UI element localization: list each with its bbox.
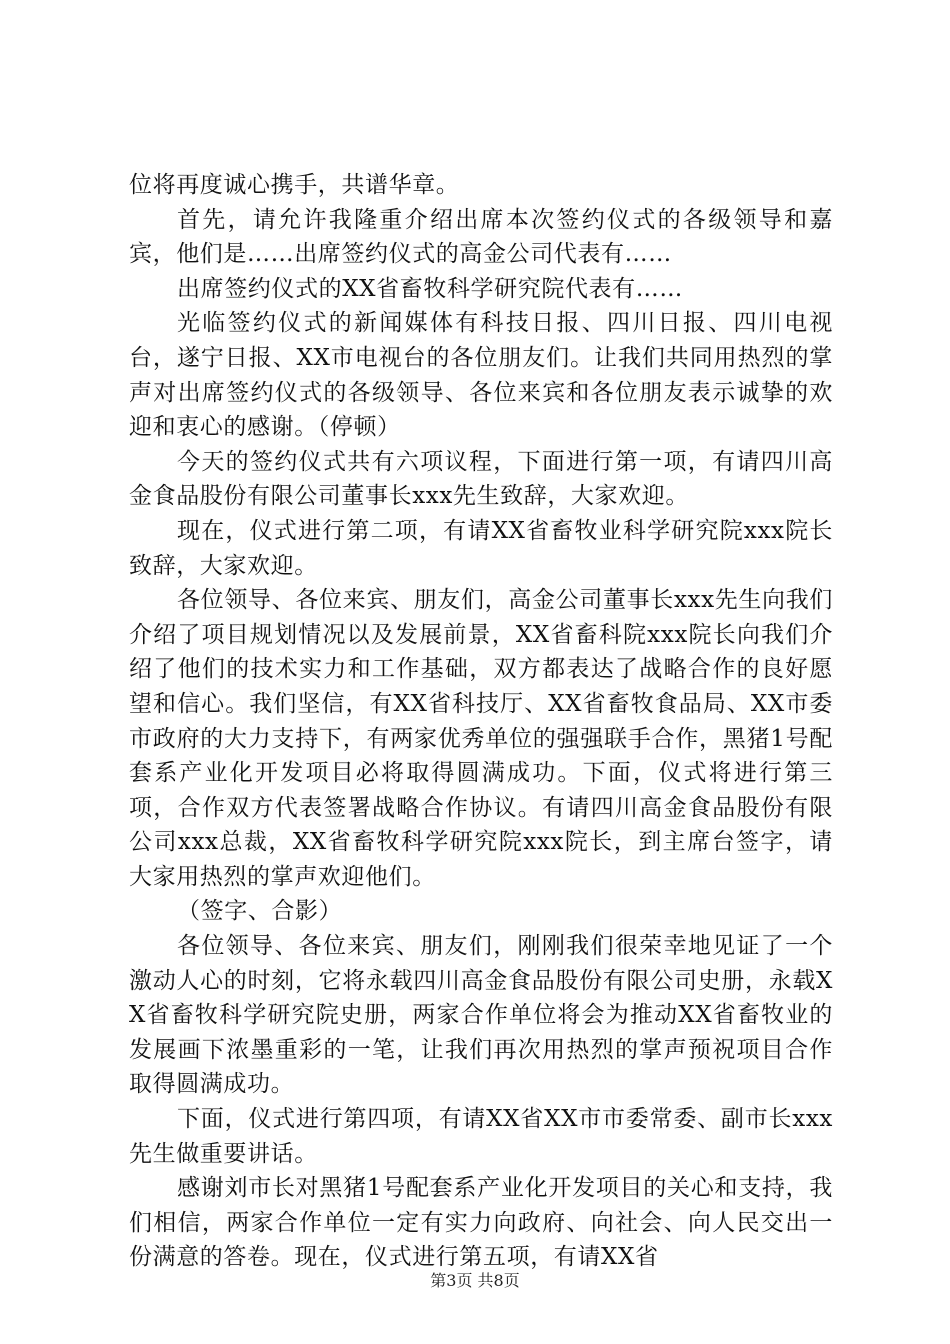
page-number-footer: 第3页 共8页: [430, 1271, 520, 1290]
paragraph-institute-representatives: 出席签约仪式的XX省畜牧科学研究院代表有……: [177, 275, 683, 302]
document-body: [129, 168, 833, 1275]
paragraph-agenda-item-2: 现在，仪式进行第二项，有请XX省畜牧业科学研究院xxx院长致辞，大家欢迎。: [129, 517, 833, 579]
paragraph-agenda-item-1: 今天的签约仪式共有六项议程，下面进行第一项，有请四川高金食品股份有限公司董事长xxx先生致辞，大家欢迎。: [129, 448, 833, 510]
paragraph-agenda-item-5: 感谢刘市长对黑猪1号配套系产业化开发项目的关心和支持，我们相信，两家合作单位一定有实力向政府、向社会、向人民交出一份满意的答卷。现在，仪式进行第五项，有请XX省: [129, 1175, 833, 1271]
paragraph-media-welcome: 光临签约仪式的新闻媒体有科技日报、四川日报、四川电视台，遂宁日报、XX市电视台的各位朋友们。让我们共同用热烈的掌声对出席签约仪式的各级领导、各位来宾和各位朋友表示诚挚的欢迎和衷心的感谢。（停顿）: [129, 310, 833, 441]
paragraph-continuation: 位将再度诚心携手，共谱华章。: [129, 172, 460, 198]
paragraph-agenda-item-3: 各位领导、各位来宾、朋友们，高金公司董事长xxx先生向我们介绍了项目规划情况以及发展前景，XX省畜科院xxx院长向我们介绍了他们的技术实力和工作基础，双方都表达了战略合作的良好愿望和信心。我们坚信，有XX省科技厅、XX省畜牧食品局、XX市委市政府的大力支持下，有两家优秀单位的强强联手合作，黑猪1号配套系产业化开发项目必将取得圆满成功。下面，仪式将进行第三项，合作双方代表签署战略合作协议。有请四川高金食品股份有限公司xxx总裁，XX省畜牧科学研究院xxx院长，到主席台签字，请大家用热烈的掌声欢迎他们。: [129, 587, 833, 890]
paragraph-signing-note: （签字、合影）: [177, 898, 343, 925]
paragraph-introduction: 首先，请允许我隆重介绍出席本次签约仪式的各级领导和嘉宾，他们是……出席签约仪式的高金公司代表有……: [129, 206, 833, 268]
paragraph-witness: 各位领导、各位来宾、朋友们，刚刚我们很荣幸地见证了一个激动人心的时刻，它将永载四川高金食品股份有限公司史册，永载XX省畜牧科学研究院史册，两家合作单位将会为推动XX省畜牧业的发展画下浓墨重彩的一笔，让我们再次用热烈的掌声预祝项目合作取得圆满成功。: [129, 933, 833, 1098]
paragraph-agenda-item-4: 下面，仪式进行第四项，有请XX省XX市市委常委、副市长xxx先生做重要讲话。: [129, 1106, 833, 1167]
